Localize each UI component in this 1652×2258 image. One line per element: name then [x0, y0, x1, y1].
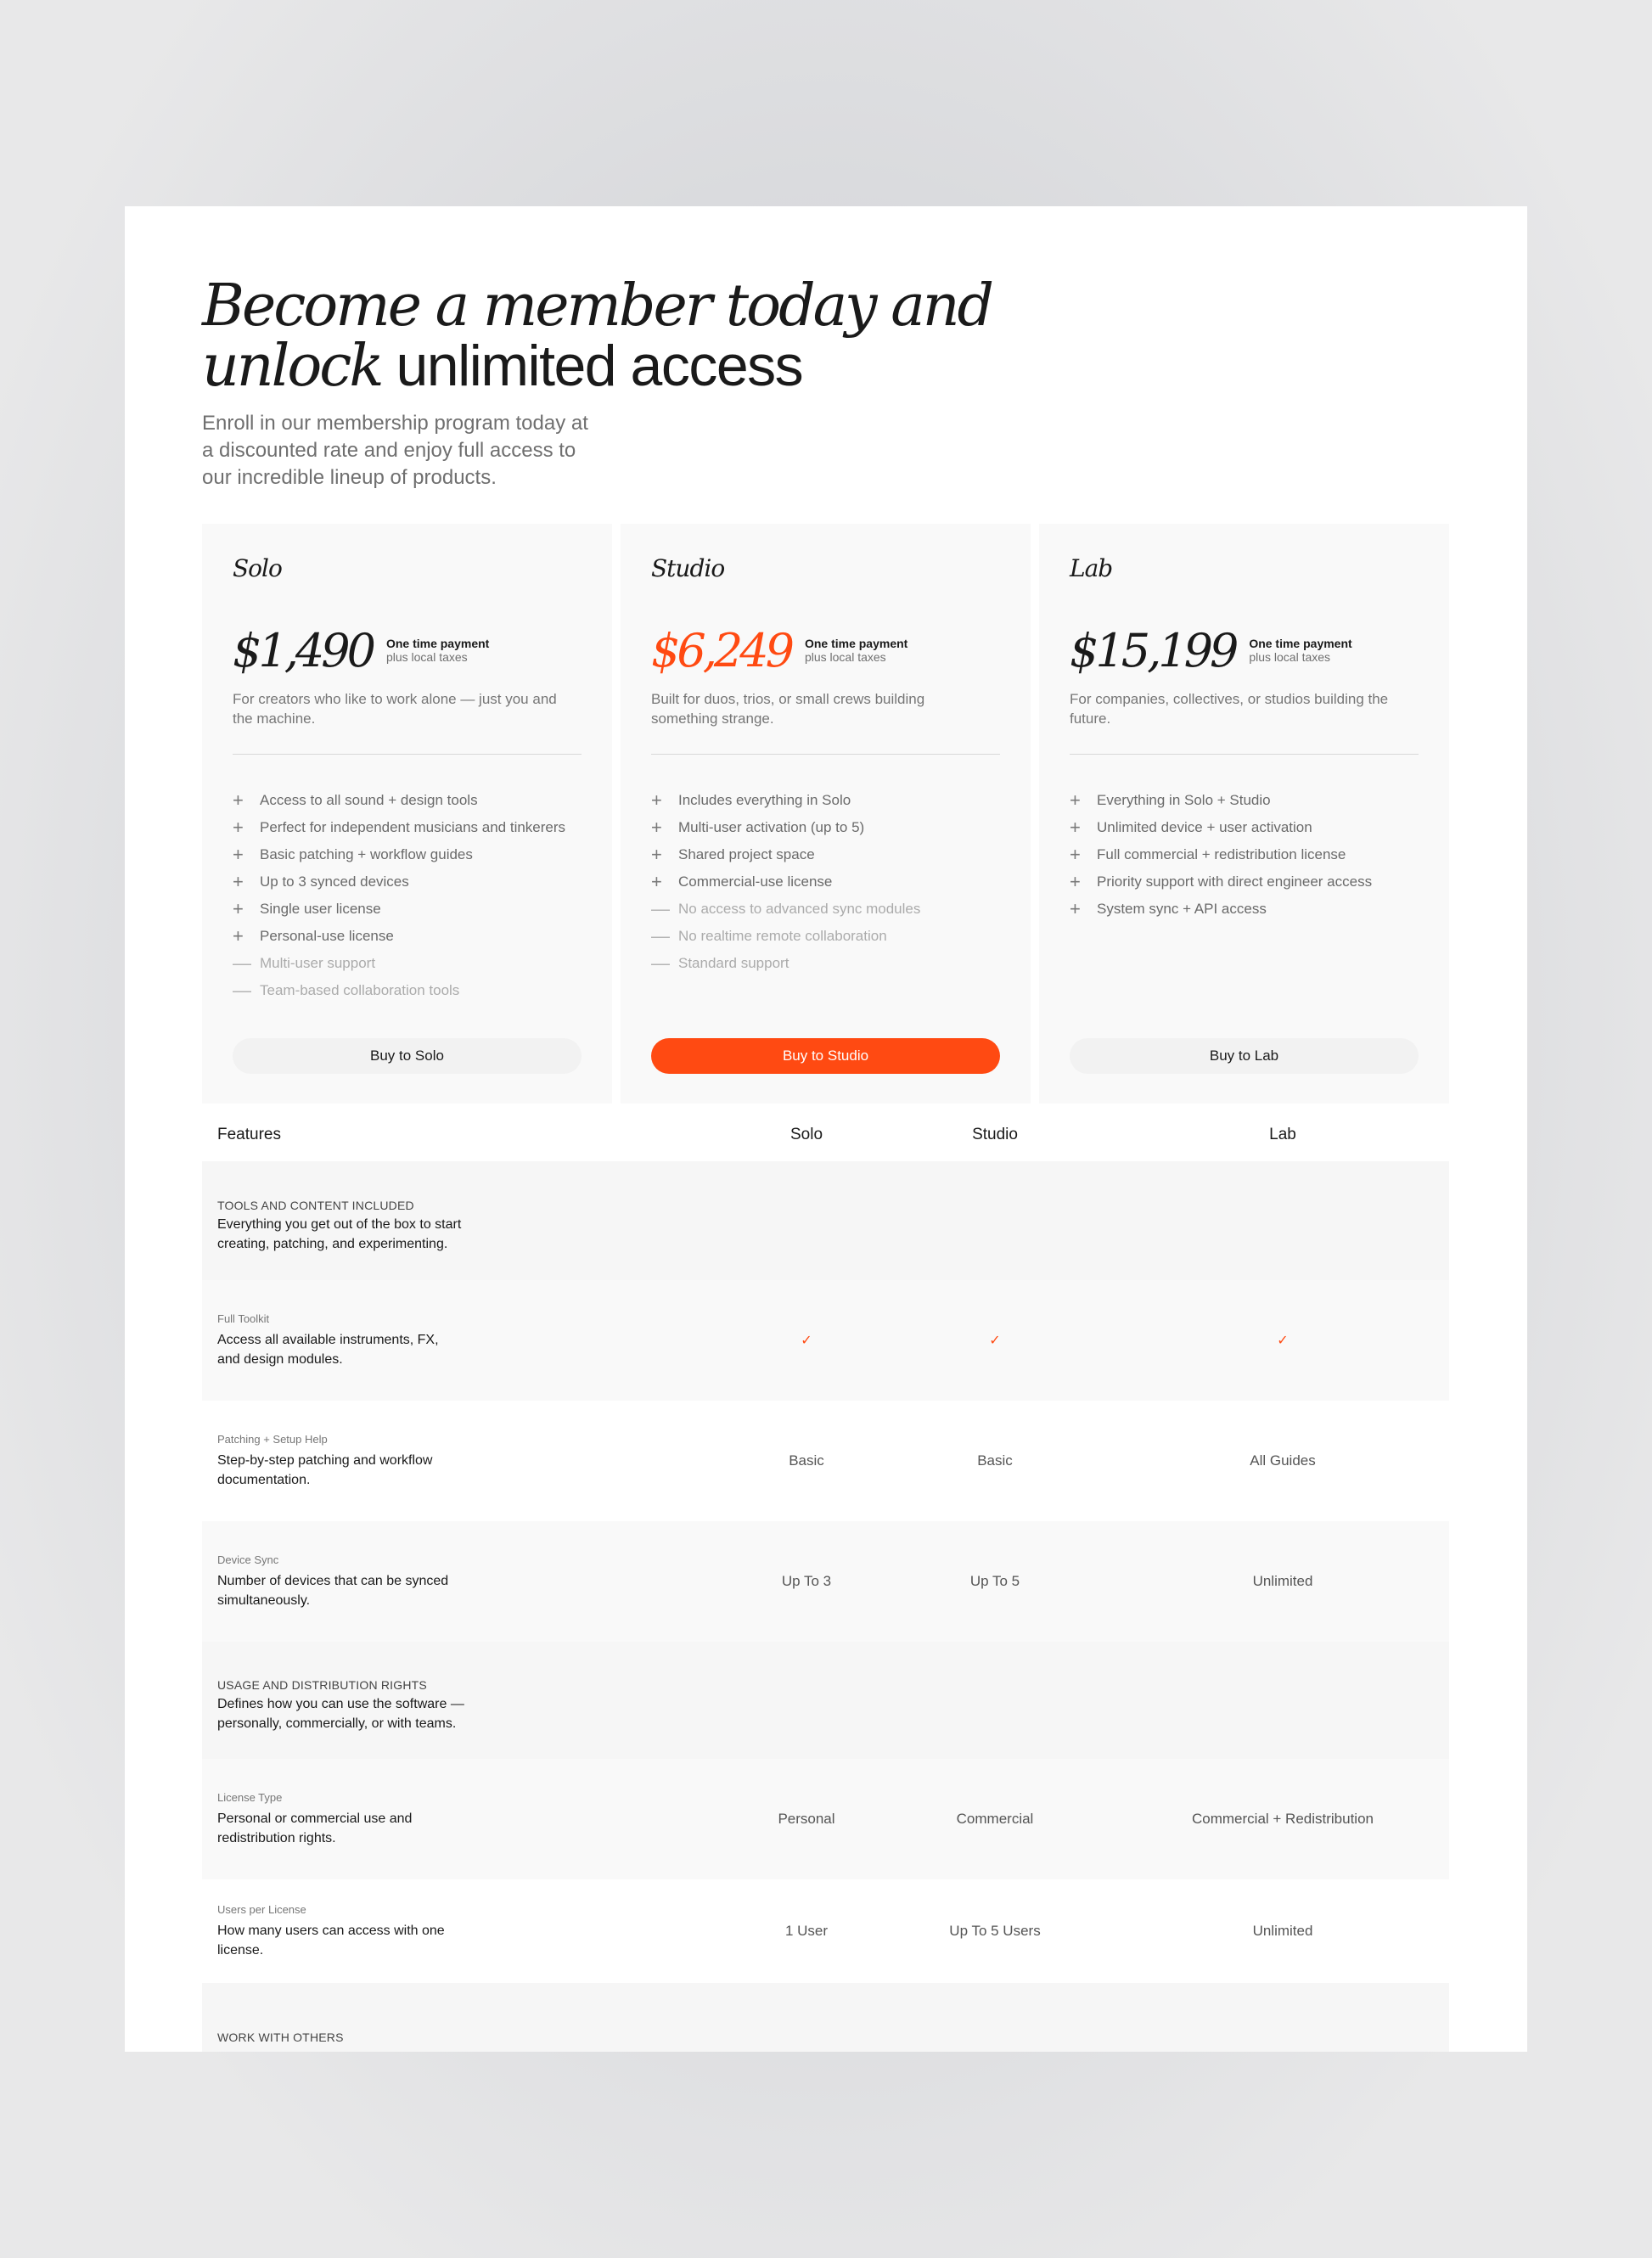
list-item: [651, 841, 920, 868]
plan-cards: [202, 524, 1449, 1104]
cell-value: Up To 5 Users: [949, 1923, 1041, 1939]
list-item: [651, 896, 920, 923]
hero-title: [202, 272, 992, 400]
hero-subtitle: Enroll in our membership program today at a discounted rate and enjoy full access to our incredible lineup of products.: [202, 412, 588, 489]
price-note-taxes: plus local taxes: [804, 650, 886, 664]
plan-price: $6,249: [651, 623, 791, 677]
feature-text: Commercial-use license: [678, 873, 833, 890]
price-note-payment: One time payment: [804, 637, 908, 650]
plus-icon: +: [1070, 817, 1081, 838]
list-item: [651, 923, 920, 950]
feature-comparison-table: [202, 1109, 1449, 2052]
list-item: [233, 977, 565, 1004]
divider: [651, 754, 1000, 755]
header-lab: Lab: [1269, 1126, 1296, 1143]
feature-text: Personal-use license: [260, 928, 394, 944]
cell-value: Up To 5: [969, 1573, 1020, 1589]
list-item: [1070, 896, 1372, 923]
price-note: [1249, 637, 1351, 664]
cell-value: Basic: [977, 1452, 1013, 1469]
plus-icon: +: [1070, 898, 1081, 919]
header-solo: Solo: [789, 1126, 823, 1143]
section-label: WORK WITH OTHERS: [217, 2031, 344, 2044]
plus-icon: +: [233, 844, 244, 865]
minus-icon: —: [233, 980, 251, 1001]
list-item: [233, 868, 565, 896]
price-row: [1070, 623, 1419, 677]
list-item: [1070, 841, 1372, 868]
table-row: [202, 1280, 1449, 1401]
table-section: [202, 1161, 1449, 1280]
feature-text: Multi-user activation (up to 5): [678, 819, 865, 835]
plan-description: For creators who like to work alone — just you and the machine.: [233, 691, 557, 727]
cell-value: Unlimited: [1252, 1573, 1313, 1589]
row-cell: [202, 1433, 728, 1490]
section-label: TOOLS AND CONTENT INCLUDED: [217, 1198, 414, 1212]
feature-text: Shared project space: [678, 846, 815, 862]
minus-icon: —: [651, 925, 670, 946]
plus-icon: +: [1070, 871, 1081, 892]
feature-text: Perfect for independent musicians and tinkerers: [260, 819, 566, 835]
feature-text: Access to all sound + design tools: [260, 792, 478, 808]
list-item: [233, 841, 565, 868]
hero-title-italic-1: Become a member today and: [202, 272, 992, 340]
check-icon: ✓: [801, 1334, 812, 1348]
pricing-page: [125, 206, 1527, 2052]
plus-icon: +: [233, 871, 244, 892]
price-row: [233, 623, 582, 677]
plan-name: Studio: [651, 554, 725, 582]
list-item: [233, 923, 565, 950]
plus-icon: +: [651, 844, 662, 865]
row-cell: [202, 1791, 728, 1848]
row-description: Number of devices that can be synced simultaneously.: [217, 1573, 449, 1608]
feature-text: Single user license: [260, 901, 381, 917]
section-description: Everything you get out of the box to start creating, patching, and experimenting.: [217, 1216, 462, 1251]
row-label: Patching + Setup Help: [217, 1432, 328, 1446]
feature-text: No access to advanced sync modules: [678, 901, 921, 917]
price-note-payment: One time payment: [385, 637, 490, 650]
minus-icon: —: [233, 952, 251, 974]
row-cell: [202, 1553, 728, 1610]
plan-description: Built for duos, trios, or small crews building something strange.: [651, 691, 925, 727]
divider: [233, 754, 582, 755]
price-note: [805, 637, 907, 664]
list-item: [651, 787, 920, 814]
buy-studio-button[interactable]: Buy to Studio: [651, 1038, 1000, 1074]
cell-value: Commercial: [956, 1811, 1034, 1827]
table-section: [202, 1642, 1449, 1759]
feature-text: Priority support with direct engineer access: [1097, 873, 1373, 890]
plan-description: For companies, collectives, or studios building the future.: [1070, 691, 1389, 727]
plan-name: Solo: [233, 554, 282, 582]
table-section: [202, 1983, 1449, 2052]
section-description: Defines how you can use the software — personally, commercially, or with teams.: [217, 1696, 464, 1731]
plus-icon: +: [1070, 844, 1081, 865]
feature-text: Team-based collaboration tools: [260, 982, 460, 998]
plan-card-solo: [202, 524, 612, 1104]
plan-card-lab: [1039, 524, 1449, 1104]
plus-icon: +: [233, 817, 244, 838]
price-row: [651, 623, 1000, 677]
feature-text: Up to 3 synced devices: [260, 873, 409, 890]
divider: [1070, 754, 1419, 755]
cell-value: All Guides: [1250, 1452, 1316, 1469]
price-note-taxes: plus local taxes: [1249, 650, 1331, 664]
plan-name: Lab: [1070, 554, 1113, 582]
minus-icon: —: [651, 952, 670, 974]
list-item: [1070, 814, 1372, 841]
header-features: Features: [217, 1126, 281, 1143]
feature-text: Standard support: [678, 955, 789, 971]
plus-icon: +: [651, 817, 662, 838]
list-item: [1070, 868, 1372, 896]
section-label: USAGE AND DISTRIBUTION RIGHTS: [217, 1677, 427, 1692]
list-item: [1070, 787, 1372, 814]
row-label: Device Sync: [217, 1553, 279, 1566]
header-studio: Studio: [972, 1126, 1018, 1143]
cell-value: Basic: [789, 1452, 824, 1469]
plus-icon: +: [1070, 789, 1081, 811]
plus-icon: +: [233, 898, 244, 919]
cell-value: 1 User: [784, 1923, 829, 1939]
feature-list: [233, 787, 565, 1004]
row-description: How many users can access with one license.: [217, 1923, 445, 1957]
feature-text: Full commercial + redistribution license: [1097, 846, 1346, 862]
table-row: [202, 1879, 1449, 1983]
plan-price: $15,199: [1070, 623, 1236, 677]
table-row: [202, 1401, 1449, 1521]
section-cell: [202, 1983, 728, 2047]
feature-text: Everything in Solo + Studio: [1097, 792, 1271, 808]
row-description: Step-by-step patching and workflow documentation.: [217, 1452, 433, 1487]
plus-icon: +: [651, 789, 662, 811]
buy-solo-button[interactable]: Buy to Solo: [233, 1038, 582, 1074]
buy-lab-button[interactable]: Buy to Lab: [1070, 1038, 1419, 1074]
hero: [202, 272, 992, 491]
feature-text: Basic patching + workflow guides: [260, 846, 473, 862]
plus-icon: +: [233, 925, 244, 946]
price-note: [386, 637, 489, 664]
check-icon: ✓: [989, 1334, 1001, 1348]
check-icon: ✓: [1277, 1334, 1289, 1348]
cell-value: Personal: [778, 1811, 835, 1827]
row-cell: [202, 1312, 728, 1369]
feature-list: [651, 787, 920, 977]
price-note-payment: One time payment: [1249, 637, 1352, 650]
feature-text: System sync + API access: [1097, 901, 1267, 917]
feature-text: Includes everything in Solo: [678, 792, 851, 808]
cell-value: Commercial + Redistribution: [1192, 1811, 1374, 1827]
row-description: Access all available instruments, FX, and design modules.: [217, 1332, 439, 1367]
feature-text: Multi-user support: [260, 955, 376, 971]
list-item: [651, 814, 920, 841]
minus-icon: —: [651, 898, 670, 919]
plan-price: $1,490: [233, 623, 373, 677]
list-item: [233, 787, 565, 814]
table-row: [202, 1521, 1449, 1642]
list-item: [233, 950, 565, 977]
plan-card-studio: [621, 524, 1031, 1104]
feature-list: [1070, 787, 1372, 923]
row-label: Full Toolkit: [217, 1312, 270, 1325]
row-label: License Type: [217, 1790, 283, 1804]
row-cell: [202, 1903, 728, 1960]
hero-title-italic-2: unlock: [202, 333, 382, 400]
list-item: [233, 814, 565, 841]
section-cell: [202, 1668, 728, 1733]
list-item: [651, 950, 920, 977]
section-cell: [202, 1188, 728, 1254]
list-item: [651, 868, 920, 896]
feature-text: Unlimited device + user activation: [1097, 819, 1312, 835]
cell-value: Up To 3: [781, 1573, 832, 1589]
row-label: Users per License: [217, 1902, 306, 1916]
list-item: [233, 896, 565, 923]
hero-title-bold: unlimited access: [396, 334, 803, 398]
table-header: [202, 1109, 1449, 1161]
table-row: [202, 1759, 1449, 1879]
price-note-taxes: plus local taxes: [385, 650, 468, 664]
plus-icon: +: [233, 789, 244, 811]
row-description: Personal or commercial use and redistribution rights.: [217, 1811, 413, 1845]
cell-value: Unlimited: [1252, 1923, 1313, 1939]
feature-text: No realtime remote collaboration: [678, 928, 887, 944]
plus-icon: +: [651, 871, 662, 892]
